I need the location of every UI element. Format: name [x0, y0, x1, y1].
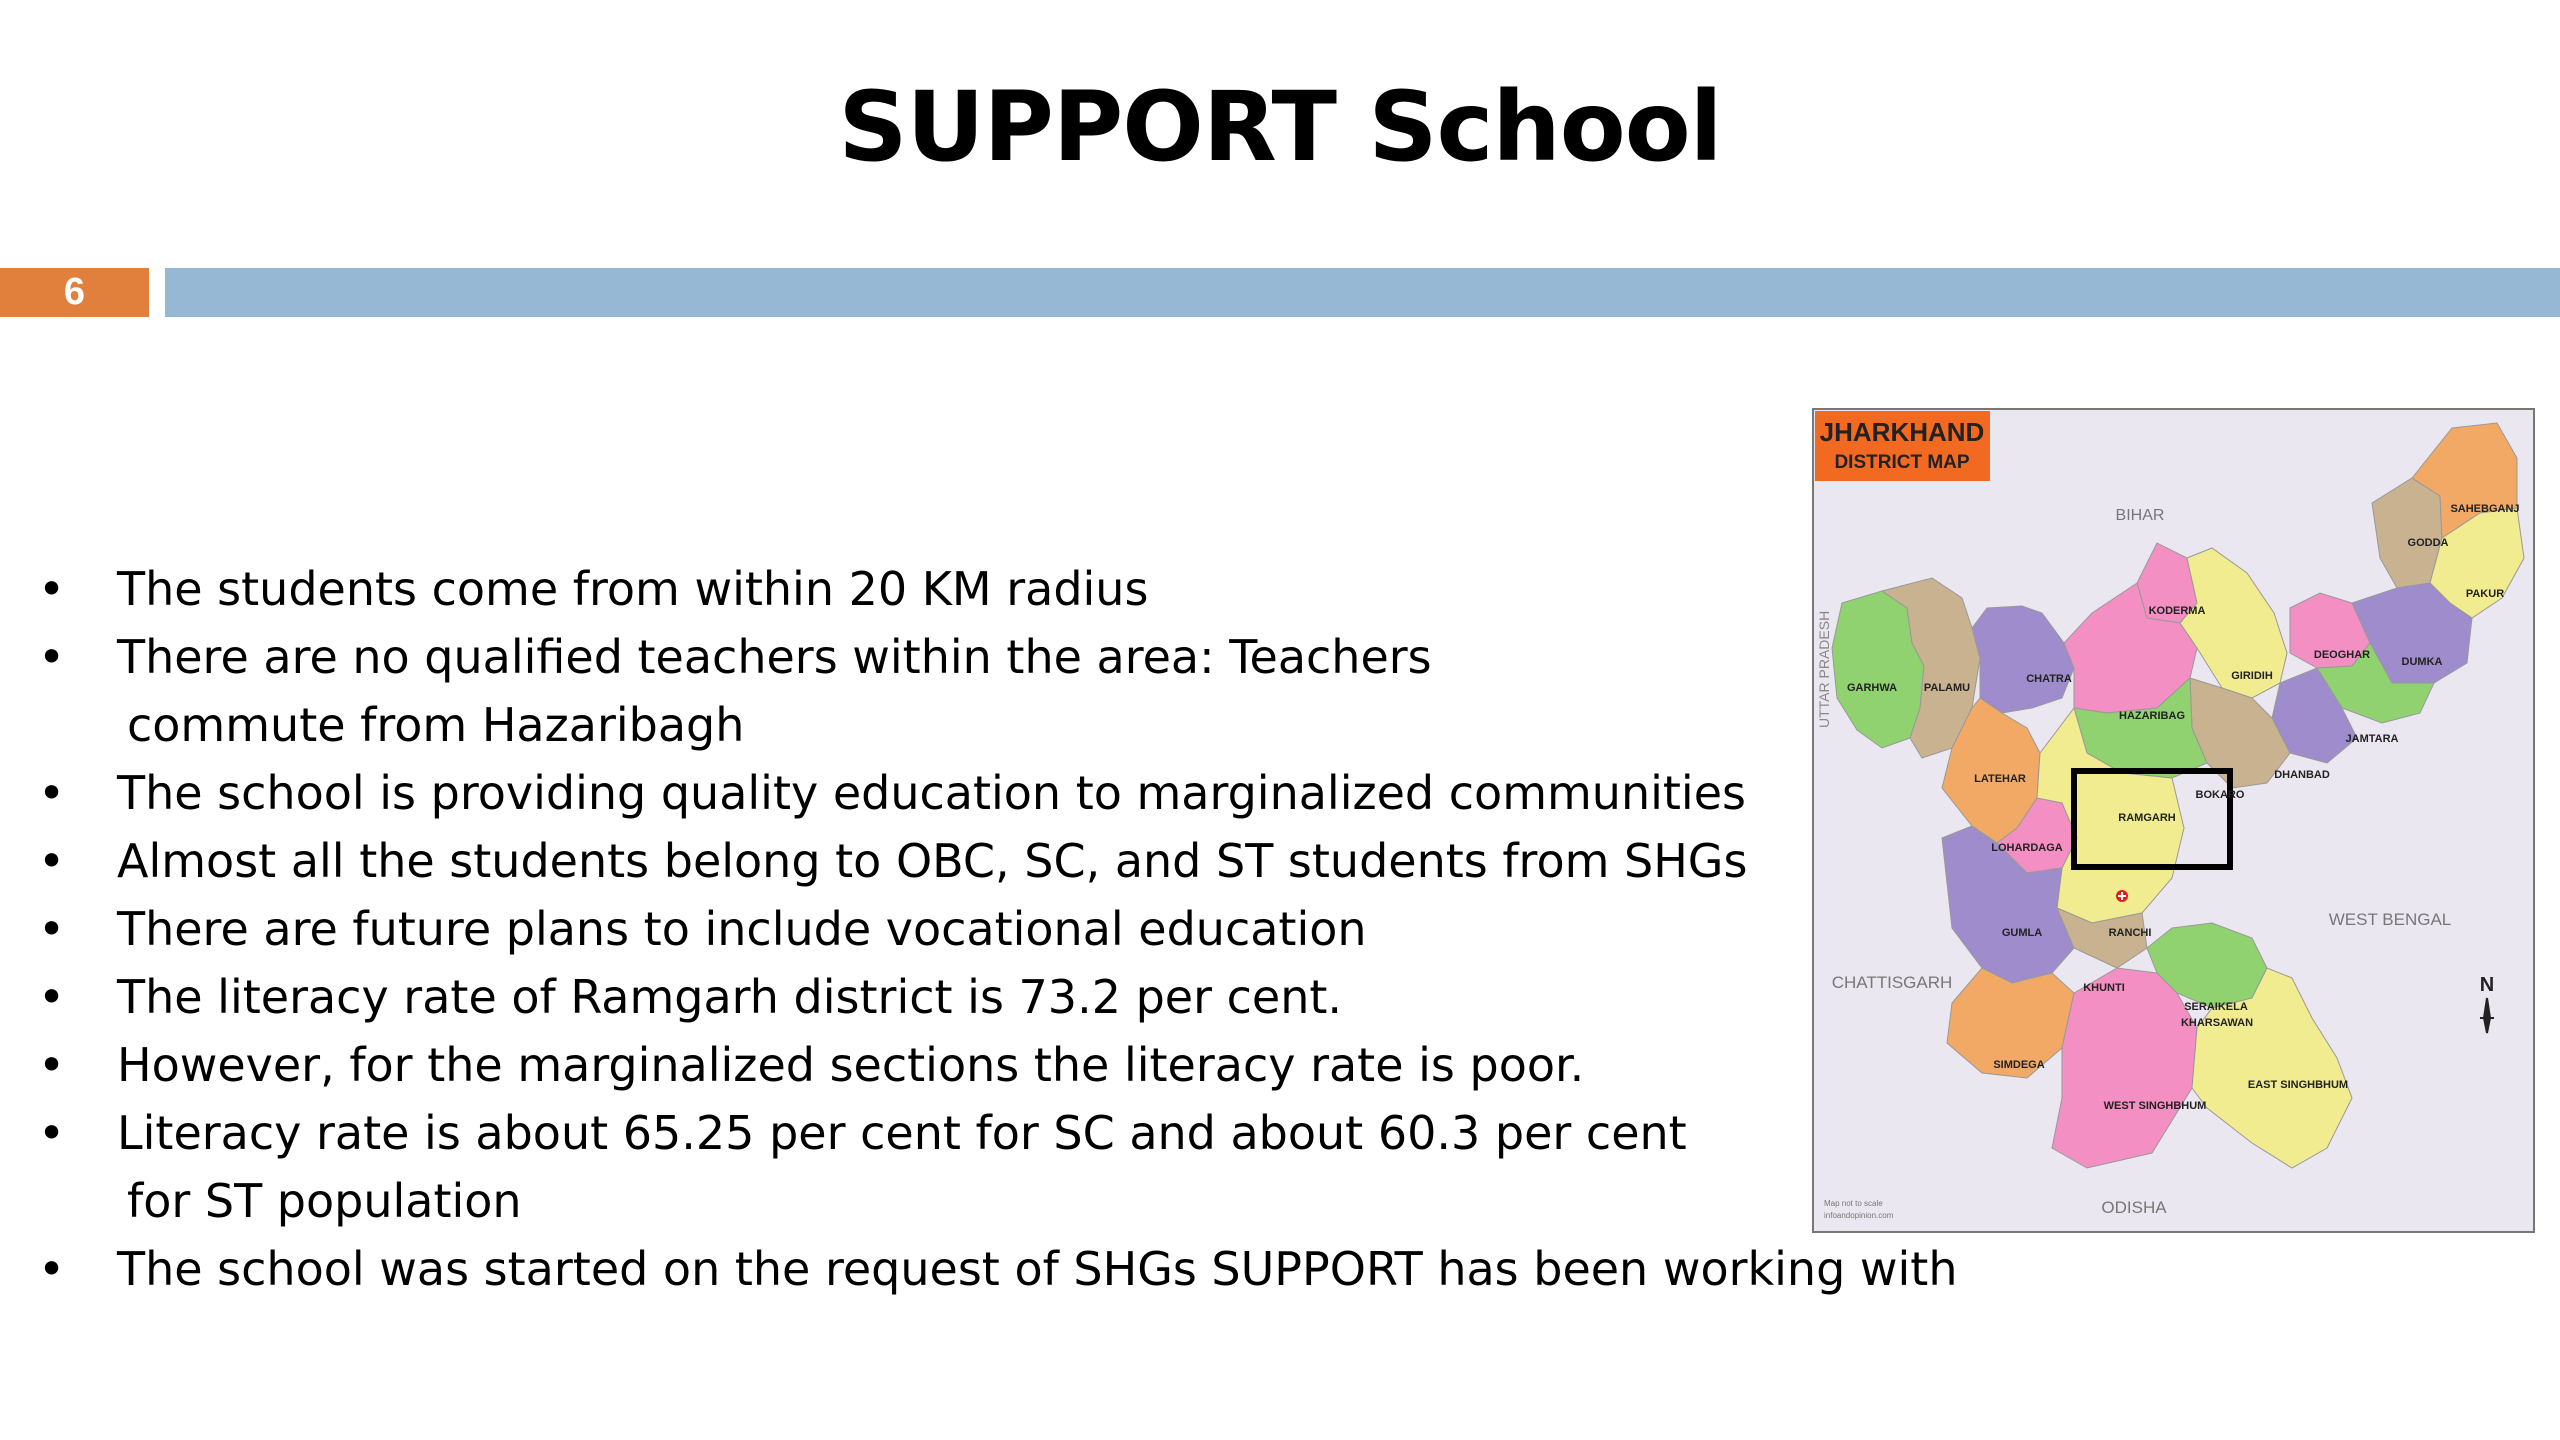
map-title-line2: DISTRICT MAP — [1834, 452, 1970, 473]
label-hazaribag: HAZARIBAG — [2119, 710, 2185, 722]
bullet-text: The literacy rate of Ramgarh district is 73.2 per cent. — [117, 970, 1343, 1024]
label-koderma: KODERMA — [2148, 605, 2206, 617]
bullet-dot: • — [38, 630, 66, 684]
jharkhand-district-map — [1812, 408, 2535, 1233]
bullet-dot: • — [38, 1038, 66, 1092]
bullet-dot: • — [38, 902, 66, 956]
bullet-dot: • — [38, 1242, 66, 1296]
bullet-text: There are future plans to include vocational education — [117, 902, 1367, 956]
bullet-list — [0, 555, 1958, 1303]
label-khunti: KHUNTI — [2083, 982, 2125, 994]
label-uttar-pradesh: UTTAR PRADESH — [1816, 610, 1832, 728]
label-dumka: DUMKA — [2401, 656, 2443, 668]
label-garhwa: GARHWA — [1846, 682, 1898, 694]
list-item — [0, 827, 1958, 895]
bullet-dot: • — [38, 766, 66, 820]
bullet-dot: • — [38, 970, 66, 1024]
label-kharsawan: KHARSAWAN — [2180, 1017, 2254, 1029]
map-footnote-line1: Map not to scale — [1824, 1199, 1883, 1208]
bullet-text: Almost all the students belong to OBC, SC, and ST students from SHGs — [117, 834, 1748, 888]
label-pakur: PAKUR — [2465, 588, 2505, 600]
label-odisha: ODISHA — [2101, 1198, 2167, 1217]
bullet-continuation: commute from Hazaribagh — [127, 698, 745, 752]
bullet-text: The school was started on the request of SHGs SUPPORT has been working with — [117, 1242, 1958, 1296]
label-lohardaga: LOHARDAGA — [1991, 842, 2063, 854]
list-item — [0, 1031, 1958, 1099]
label-east-singhbhum: EAST SINGHBHUM — [2247, 1079, 2349, 1091]
bullet-dot: • — [38, 1106, 66, 1160]
label-chatra: CHATRA — [2026, 673, 2072, 685]
bullet-text: However, for the marginalized sections the literacy rate is poor. — [117, 1038, 1585, 1092]
label-ramgarh: RAMGARH — [2118, 812, 2176, 824]
label-latehar: LATEHAR — [1974, 773, 2026, 785]
list-item — [0, 895, 1958, 963]
list-item — [0, 623, 1958, 759]
label-simdega: SIMDEGA — [1993, 1059, 2045, 1071]
list-item — [0, 759, 1958, 827]
compass-label: N — [2479, 974, 2495, 996]
label-palamu: PALAMU — [1923, 682, 1971, 694]
bullet-text: The students come from within 20 KM radius — [117, 562, 1149, 616]
list-item — [0, 1235, 1958, 1303]
map-footnote-line2: infoandopinion.com — [1824, 1211, 1894, 1220]
label-godda: GODDA — [2407, 537, 2449, 549]
label-dhanbad: DHANBAD — [2274, 769, 2330, 781]
bullet-dot: • — [38, 834, 66, 888]
bullet-dot: • — [38, 562, 66, 616]
label-jamtara: JAMTARA — [2345, 733, 2399, 745]
label-bokaro: BOKARO — [2195, 789, 2245, 801]
label-chattisgarh: CHATTISGARH — [1831, 973, 1953, 992]
header-rule — [165, 268, 2560, 317]
label-seraikela: SERAIKELA — [2184, 1001, 2248, 1013]
bullet-continuation: for ST population — [127, 1174, 522, 1228]
label-bihar: BIHAR — [2115, 507, 2165, 524]
bullet-text: There are no qualified teachers within the area: Teachers — [117, 630, 1432, 684]
list-item — [0, 1099, 1958, 1235]
label-deoghar: DEOGHAR — [2313, 649, 2371, 661]
slide-title: SUPPORT School — [838, 71, 1722, 183]
label-sahebganj: SAHEBGANJ — [2450, 503, 2520, 515]
bullet-text: Literacy rate is about 65.25 per cent for SC and about 60.3 per cent — [117, 1106, 1687, 1160]
bullet-text: The school is providing quality education to marginalized communities — [117, 766, 1746, 820]
list-item — [0, 963, 1958, 1031]
label-gumla: GUMLA — [2001, 927, 2043, 939]
label-west-singhbhum: WEST SINGHBHUM — [2103, 1100, 2207, 1112]
list-item — [0, 555, 1958, 623]
map-title-line1: JHARKHAND — [1819, 417, 1985, 447]
label-giridih: GIRIDIH — [2231, 670, 2273, 682]
label-ranchi: RANCHI — [2108, 927, 2152, 939]
slide-number: 6 — [0, 268, 149, 317]
label-west-bengal: WEST BENGAL — [2328, 910, 2452, 929]
